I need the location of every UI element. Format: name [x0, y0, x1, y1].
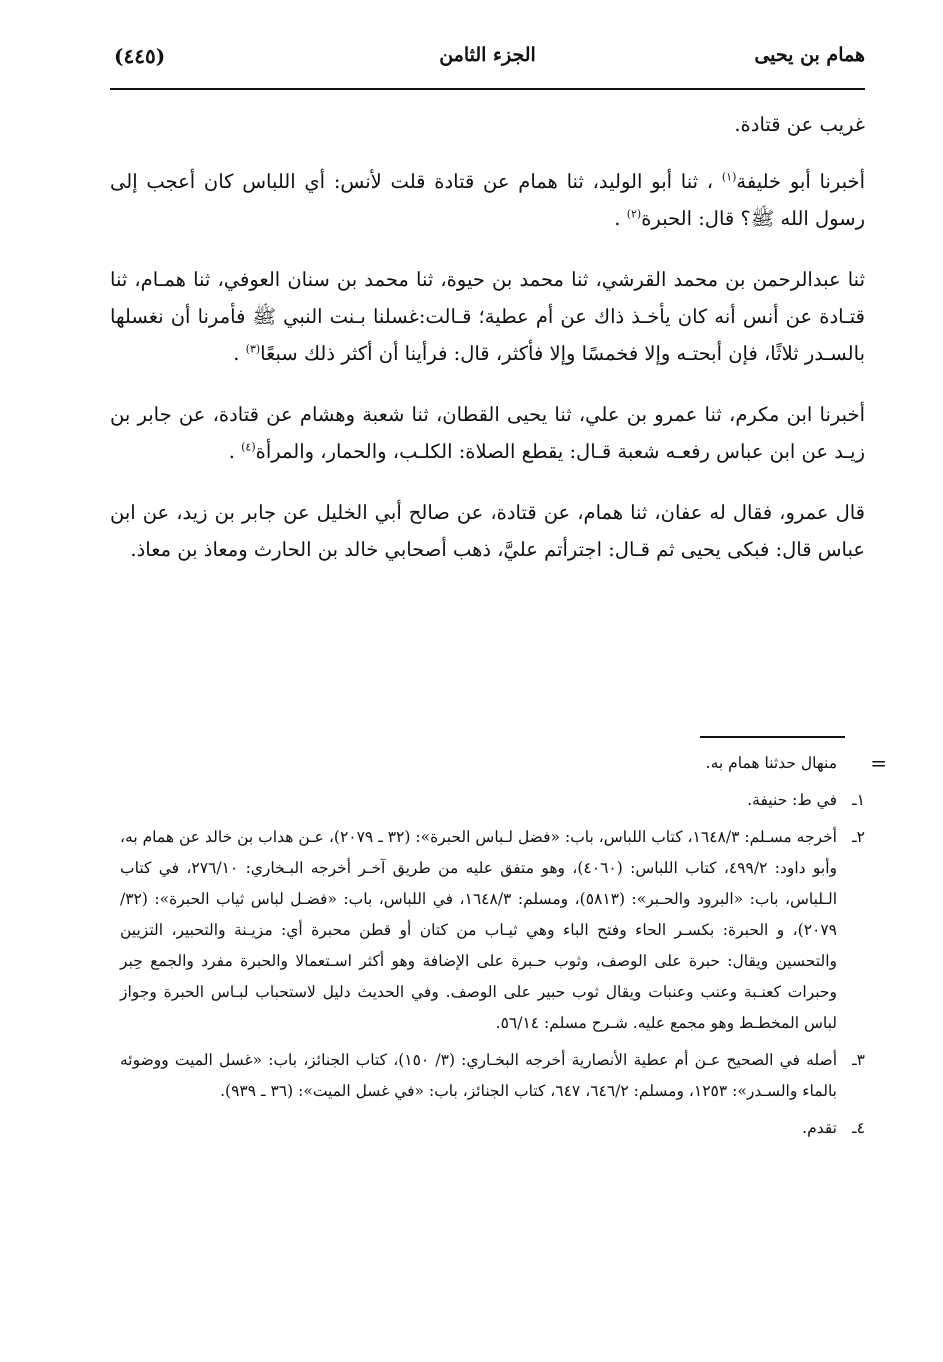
paragraph: أخبرنا أبو خليفة$^{(١)}$ ، ثنا أبو الوليد، ثنا همام عن قتادة قلت لأنس: أي اللباس كان أعجب إلى رسول الله ﷺ؟ قال: الحبرة$^{(٢)}$ .: [110, 170, 865, 230]
paragraph: قال عمرو، فقال له عفان، ثنا همام، عن قتادة، عن صالح أبي الخليل عن جابر بن زيد، عن ابن عباس قال: فبكى يحيى ثم قـال: اجترأتم عليَّ، ذهب أصحابي خالد بن الحارث ومعاذ بن معاذ.: [110, 501, 865, 561]
continuation-marker: =: [870, 751, 887, 775]
page-number: (٤٤٥): [114, 44, 166, 68]
main-text: [110, 106, 865, 592]
footnote-ref: (٣): [245, 342, 261, 356]
footnote-ref: (٢): [626, 207, 642, 221]
footnote: ١ـ في ط: حنيفة.: [120, 785, 865, 816]
paragraph: أخبرنا ابن مكرم، ثنا عمرو بن علي، ثنا يحيى القطان، ثنا شعبة وهشام عن قتادة، عن جابر بن زيـد عن ابن عباس رفعـه شعبة قـال: يقطع الصلاة: الكلـب، والحمار، والمرأة$^{(٤)}$ .: [110, 403, 865, 463]
footnotes: [120, 748, 887, 1150]
paragraph: ثنا عبدالرحمن بن محمد القرشي، ثنا محمد بن حيوة، ثنا محمد بن سنان العوفي، ثنا همـام، ثنا قتـادة عن أنس أنه كان يأخـذ ذاك عن أم عطية؛ قـالت:غسلنا بـنت النبي ﷺ فأمرنا أن نغسلها بالسـدر ثلاثًا، فإن أبحتـه وإلا فخمسًا وإلا فأكثر، قال: فرأينا أن أكثر ذلك سبعًا$^{(٣)}$ .: [110, 268, 865, 365]
footnote: ٤ـ تقدم.: [120, 1113, 865, 1144]
footnote-number: ١ـ: [852, 791, 865, 809]
footnote-ref: (١): [721, 170, 737, 184]
footnote-number: ٢ـ: [852, 828, 865, 846]
footnote-continuation: = منهال حدثنا همام به.: [120, 748, 865, 779]
footnote-ref: (٤): [241, 440, 256, 454]
running-title: همام بن يحيى: [754, 44, 865, 66]
page-header: [110, 40, 865, 90]
footnote-number: ٣ـ: [852, 1051, 865, 1069]
volume-title: الجزء الثامن: [439, 44, 536, 66]
footnote-number: ٤ـ: [852, 1119, 865, 1137]
footnote: ٣ـ أصله في الصحيح عـن أم عطية الأنصارية أخرجه البخـاري: (٣/ ١٥٠)، كتاب الجنائز، باب: «غسل الميت ووضوئه بالماء والسـدر»: ١٢٥٣، ومسلم: ٦٤٦/٢، ٦٤٧، كتاب الجنائز، باب: «في غسل الميت»: (٣٦ ـ ٩٣٩).: [120, 1045, 865, 1107]
footnote-separator: [700, 736, 845, 738]
paragraph: غريب عن قتادة.: [734, 113, 865, 136]
footnote: ٢ـ أخرجه مسـلم: ١٦٤٨/٣، كتاب اللباس، باب: «فضل لـباس الحبرة»: (٣٢ ـ ٢٠٧٩)، عـن هداب بن خالد عن همام به، وأبو داود: ٤٩٩/٢، كتاب اللباس: (٤٠٦٠)، وهو متفق عليه من طريق آخـر أخرجه البـخاري: ٢٧٦/١٠، في كتاب الـلباس، باب: «البرود والحـبر»: (٥٨١٣)، ومسلم: ١٦٤٨/٣، في اللباس، باب: «فضـل لباس ثياب الحبرة»: (٣٢/ ٢٠٧٩)، و الحبرة: بكسـر الحاء وفتح الباء وهي ثيـاب من كتان أو قطن محبرة أي: مزيـنة والتحبير، التزيين والتحسين ويقال: حبرة على الوصف، وثوب حـبرة على الإضافة وهو أكثر اسـتعمالا والحبرة مفرد والجمع حِبر وحبرات كعنـبة وعنب وعنبات ويقال ثوب حبير على الوصف. وفي الحديث دليل لاستحباب لبـاس الحبرة وجواز لباس المخطـط وهو مجمع عليه. شـرح مسلم: ٥٦/١٤.: [120, 822, 865, 1039]
